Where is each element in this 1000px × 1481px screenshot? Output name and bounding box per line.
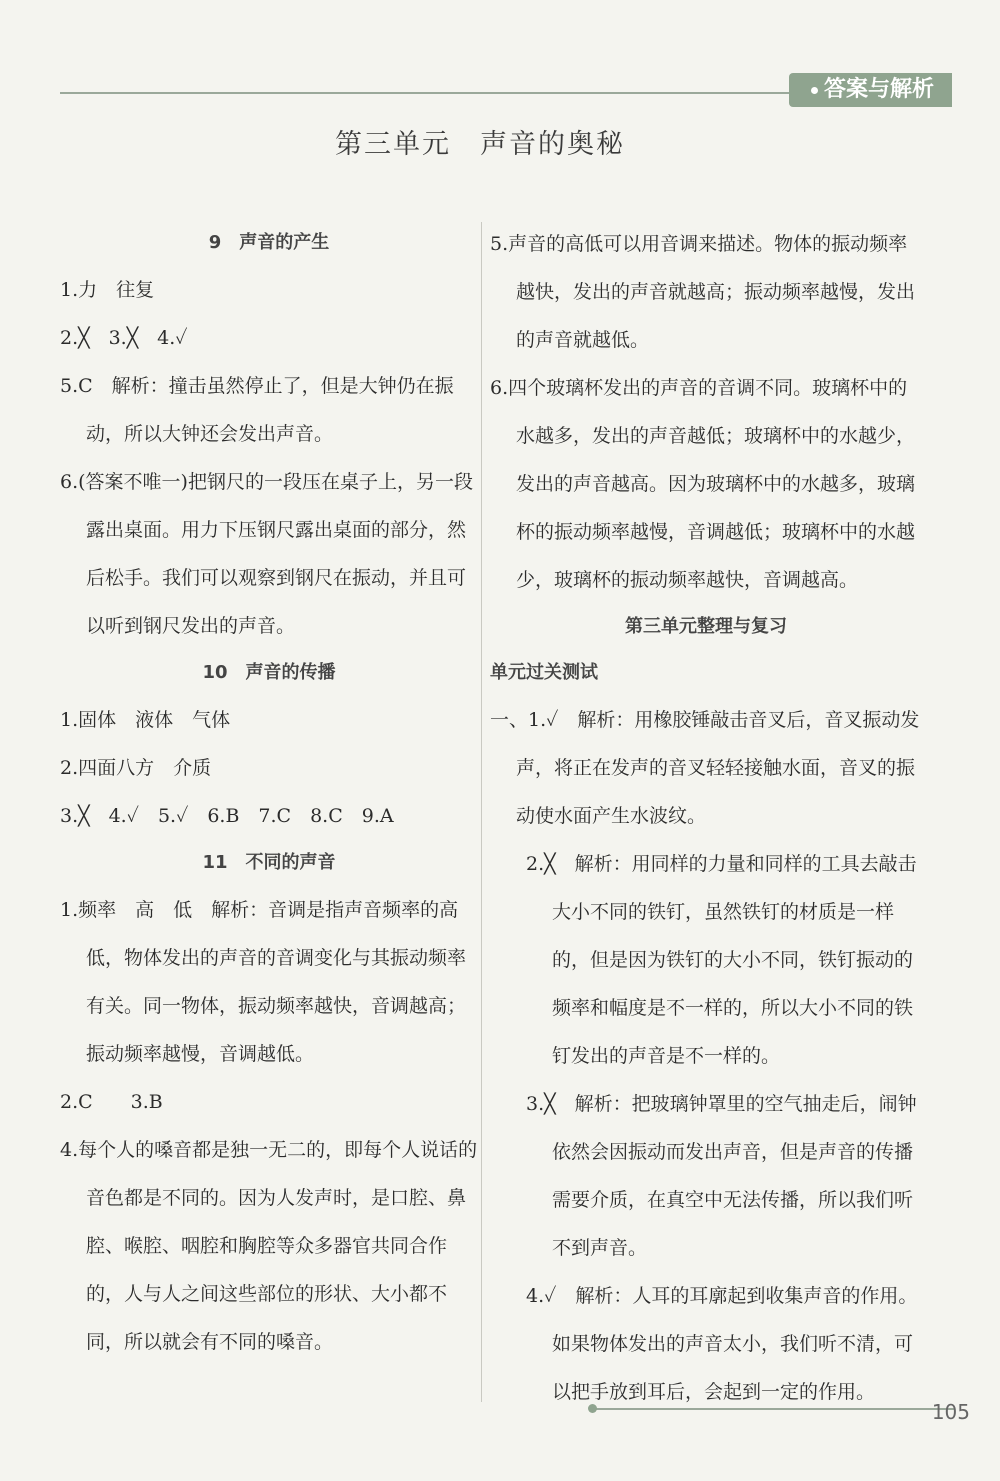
footer-dot-icon — [588, 1404, 597, 1413]
answer-item: 4.✓ 解析：人耳的耳廓起到收集声音的作用。如果物体发出的声音太小，我们听不清，可以把手放到耳后，会起到一定的作用。 — [526, 1285, 918, 1403]
answer-item: 3.╳ 4.✓ 5.✓ 6.B 7.C 8.C 9.A — [60, 805, 394, 827]
answer-item: 2.╳ 解析：用同样的力量和同样的工具去敲击大小不同的铁钉，虽然铁钉的材质是一样的，但是因为铁钉的大小不同，铁钉振动的频率和幅度是不一样的，所以大小不同的铁钉发出的声音是不一样的。 — [526, 853, 917, 1067]
answer-item: 一、1.✓ 解析：用橡胶锤敲击音叉后，音叉振动发声，将正在发声的音叉轻轻接触水面，音叉的振动使水面产生水波纹。 — [490, 709, 920, 827]
answer-item: 4.每个人的嗓音都是独一无二的，即每个人说话的音色都是不同的。因为人发声时，是口腔、鼻腔、喉腔、咽腔和胸腔等众多器官共同合作的，人与人之间这些部位的形状、大小都不同，所以就会有不同的嗓音。 — [60, 1139, 478, 1353]
header-tab-label: 答案与解析 — [823, 77, 934, 102]
unit-test-label: 单元过关测试 — [490, 662, 598, 683]
column-divider — [481, 222, 482, 1402]
page-number: 105 — [931, 1400, 970, 1424]
answer-item: 6.四个玻璃杯发出的声音的音调不同。玻璃杯中的水越多，发出的声音越低；玻璃杯中的水越少，发出的声音越高。因为玻璃杯中的水越多，玻璃杯的振动频率越慢，音调越低；玻璃杯中的水越少，玻璃杯的振动频率越快，音调越高。 — [490, 377, 916, 591]
page-title: 第三单元 声音的奥秘 — [335, 129, 625, 160]
answer-item: 5.C 解析：撞击虽然停止了，但是大钟仍在振动，所以大钟还会发出声音。 — [60, 375, 454, 445]
header-tab — [789, 73, 952, 107]
answer-item: 3.╳ 解析：把玻璃钟罩里的空气抽走后，闹钟依然会因振动而发出声音，但是声音的传播需要介质，在真空中无法传播，所以我们听不到声音。 — [526, 1093, 917, 1259]
answer-item: 1.固体 液体 气体 — [60, 709, 231, 731]
bullet-icon — [811, 87, 818, 94]
section-title-11: 11 不同的声音 — [202, 852, 336, 873]
answer-item: 2.四面八方 介质 — [60, 757, 212, 779]
review-section-title: 第三单元整理与复习 — [625, 616, 787, 637]
answer-item: 1.力 往复 — [60, 279, 155, 301]
section-title-9: 9 声音的产生 — [208, 232, 330, 253]
header-rule — [60, 92, 800, 94]
section-title-10: 10 声音的传播 — [202, 662, 336, 683]
right-column — [490, 220, 922, 1416]
answer-item: 2.╳ 3.╳ 4.✓ — [60, 327, 188, 349]
footer-rule — [595, 1408, 955, 1410]
answer-item: 6.(答案不唯一)把钢尺的一段压在桌子上，另一段露出桌面。用力下压钢尺露出桌面的部分，然后松手。我们可以观察到钢尺在振动，并且可以听到钢尺发出的声音。 — [60, 471, 473, 637]
answer-item: 2.C 3.B — [60, 1091, 163, 1113]
answer-item: 5.声音的高低可以用音调来描述。物体的振动频率越快，发出的声音就越高；振动频率越慢，发出的声音就越低。 — [490, 233, 916, 351]
answer-item: 1.频率 高 低 解析：音调是指声音频率的高低，物体发出的声音的音调变化与其振动频率有关。同一物体，振动频率越快，音调越高；振动频率越慢，音调越低。 — [60, 899, 467, 1065]
left-column — [60, 220, 478, 1366]
